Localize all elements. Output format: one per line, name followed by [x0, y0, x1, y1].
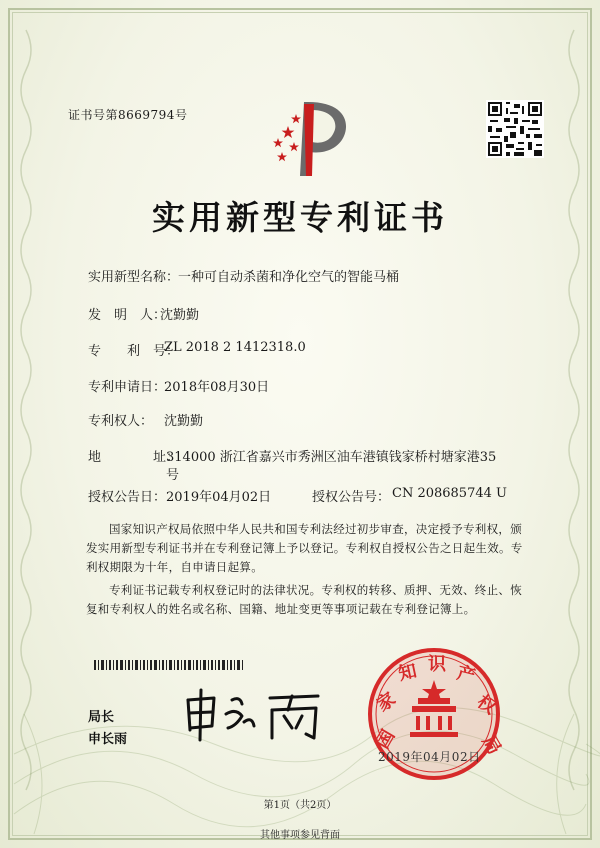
grant-statement-paragraph: 国家知识产权局依照中华人民共和国专利法经过初步审查，决定授予专利权，颁发实用新型专利证书并在专利登记簿上予以登记。专利权自授权公告之日起生效。专利权期限为十年，自申请日起算。 — [86, 522, 523, 574]
certificate-title: 实用新型专利证书 — [152, 198, 448, 237]
svg-text:产: 产 — [455, 662, 478, 687]
patentee-value: 沈勤勤 — [164, 414, 204, 429]
patentee-label: 专利权人： — [88, 414, 154, 429]
svg-text:家: 家 — [372, 688, 400, 716]
patent-number-label: 专 利 号： — [88, 344, 180, 359]
signature-title: 局长 — [88, 710, 115, 725]
inventor-label: 发 明 人： — [88, 308, 167, 323]
svg-text:知: 知 — [396, 660, 419, 684]
address-value-line2: 号 — [166, 468, 180, 483]
grant-number-value: CN 208685744 U — [392, 486, 507, 501]
footer-note: 其他事项参见背面 — [260, 830, 340, 841]
svg-text:局: 局 — [478, 732, 505, 758]
filing-date-value: 2018年08月30日 — [164, 380, 270, 395]
filing-date-label: 专利申请日： — [88, 380, 167, 395]
page-indicator: 第1页（共2页） — [263, 800, 337, 811]
seal-date: 2019年04月02日 — [378, 750, 481, 764]
grant-date-label: 授权公告日： — [88, 490, 167, 505]
svg-text:识: 识 — [428, 654, 446, 674]
signatory-name: 申长雨 — [88, 732, 128, 747]
inventor-value: 沈勤勤 — [160, 308, 200, 323]
svg-text:权: 权 — [473, 691, 500, 718]
svg-text:国: 国 — [372, 726, 399, 752]
barcode-icon — [94, 660, 246, 670]
address-label: 地 址： — [88, 450, 180, 465]
handwritten-signature-icon — [180, 686, 330, 744]
name-label: 实用新型名称： — [88, 270, 180, 285]
address-value-line1: 314000 浙江省嘉兴市秀洲区油车港镇钱家桥村塘家港35 — [166, 450, 497, 465]
name-value: 一种可自动杀菌和净化空气的智能马桶 — [178, 270, 400, 285]
grant-date-value: 2019年04月02日 — [166, 490, 272, 505]
qr-code-icon — [486, 100, 544, 158]
patent-number-value: ZL 2018 2 1412318.0 — [164, 340, 306, 355]
legal-status-paragraph: 专利证书记载专利权登记时的法律状况。专利权的转移、质押、无效、终止、恢复和专利权人的姓名或名称、国籍、地址变更等事项记载在专利登记簿上。 — [86, 583, 522, 616]
certificate-number: 证书号第8669794号 — [68, 108, 188, 122]
grant-number-label: 授权公告号： — [312, 490, 391, 505]
patent-logo-icon — [264, 96, 360, 180]
